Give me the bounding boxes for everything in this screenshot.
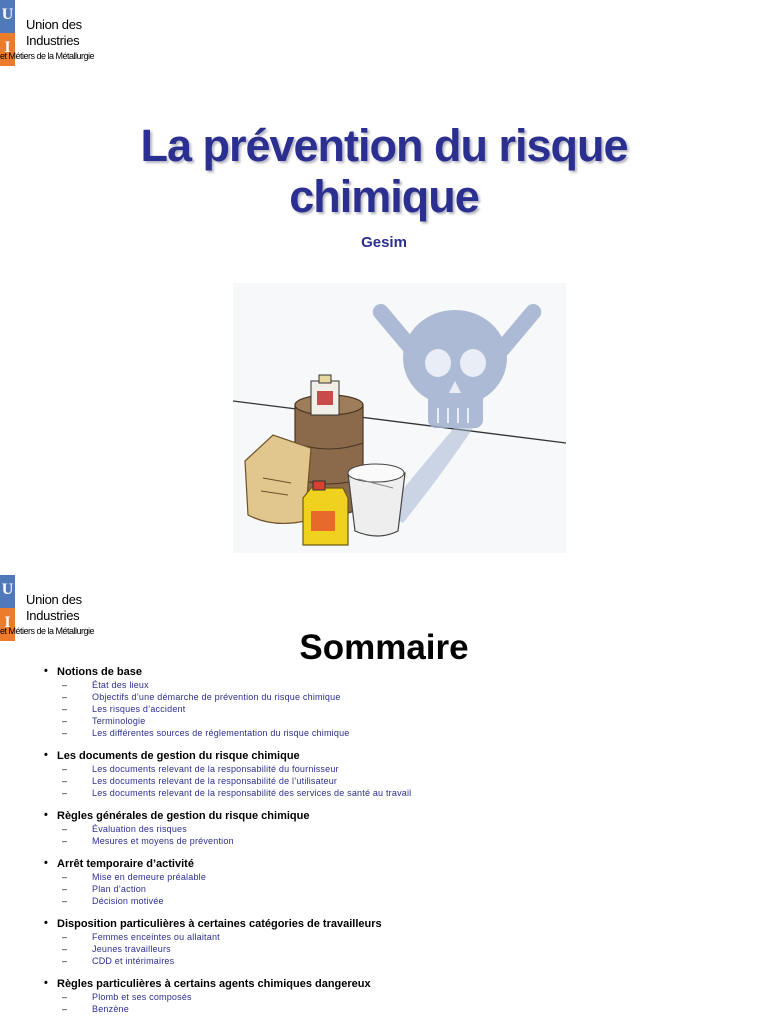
logo-text-line1: Union des	[26, 592, 82, 607]
logo-text-line3: et Métiers de la Métallurgie	[0, 626, 95, 636]
toc-section-heading: • Les documents de gestion du risque chimique	[44, 749, 300, 762]
bucket-drawing	[348, 464, 405, 536]
slide-title	[84, 120, 684, 222]
logo-letter-u: U	[1, 581, 14, 598]
jerrycan-drawing	[303, 481, 348, 545]
summary-slide	[0, 570, 768, 1024]
slide-subtitle: Gesim	[361, 234, 407, 251]
logo-text-line2: Industries	[26, 33, 80, 48]
toc-section	[44, 858, 744, 907]
toc-item: – Mesures et moyens de prévention	[62, 836, 234, 846]
slide-title-line1: La prévention du risque	[140, 120, 628, 171]
toc-item: – Évaluation des risques	[62, 824, 187, 834]
paint-can-drawing	[311, 375, 339, 415]
slide-title-line2: chimique	[289, 171, 479, 222]
table-of-contents	[44, 666, 744, 1024]
toc-section	[44, 666, 744, 739]
toc-item: – Benzène	[62, 1004, 129, 1014]
toc-item: – Terminologie	[62, 716, 146, 726]
toc-section-heading: • Règles particulières à certains agents chimiques dangereux	[44, 977, 371, 990]
uimm-logo	[0, 575, 95, 650]
toc-item: – Plan d’action	[62, 884, 147, 894]
toc-section	[44, 978, 744, 1015]
paper-sack-drawing	[245, 435, 311, 523]
toc-item: – Les différentes sources de réglementation du risque chimique	[62, 728, 350, 738]
toc-section	[44, 918, 744, 967]
toc-section-heading: • Disposition particulières à certaines catégories de travailleurs	[44, 917, 382, 930]
toc-section	[44, 810, 744, 847]
toc-item: – État des lieux	[62, 680, 149, 690]
toc-section	[44, 750, 744, 799]
toc-item: – Les documents relevant de la responsabilité des services de santé au travail	[62, 788, 412, 798]
toc-item: – Décision motivée	[62, 896, 164, 906]
toc-section-heading: • Arrêt temporaire d’activité	[44, 857, 194, 870]
summary-title: Sommaire	[299, 628, 469, 667]
toc-item: – Objectifs d’une démarche de prévention du risque chimique	[62, 692, 341, 702]
uimm-logo	[0, 0, 95, 75]
toc-item: – Les risques d’accident	[62, 704, 186, 714]
logo-text-line1: Union des	[26, 17, 82, 32]
toc-item: – Jeunes travailleurs	[62, 944, 171, 954]
toc-section-heading: • Règles générales de gestion du risque chimique	[44, 809, 310, 822]
logo-letter-u: U	[1, 6, 14, 23]
logo-text-line3: et Métiers de la Métallurgie	[0, 51, 95, 61]
toc-section-heading: • Notions de base	[44, 665, 142, 678]
toc-item: – Mise en demeure préalable	[62, 872, 207, 882]
toc-item: – Les documents relevant de la responsabilité de l’utilisateur	[62, 776, 338, 786]
toc-item: – Femmes enceintes ou allaitant	[62, 932, 220, 942]
chemical-risk-illustration	[233, 283, 566, 553]
toc-item: – Les documents relevant de la responsabilité du fournisseur	[62, 764, 339, 774]
toc-item: – Plomb et ses composés	[62, 992, 192, 1002]
logo-text-line2: Industries	[26, 608, 80, 623]
logo-letter-i: I	[4, 614, 11, 631]
toc-item: – CDD et intérimaires	[62, 956, 175, 966]
logo-letter-i: I	[4, 39, 11, 56]
